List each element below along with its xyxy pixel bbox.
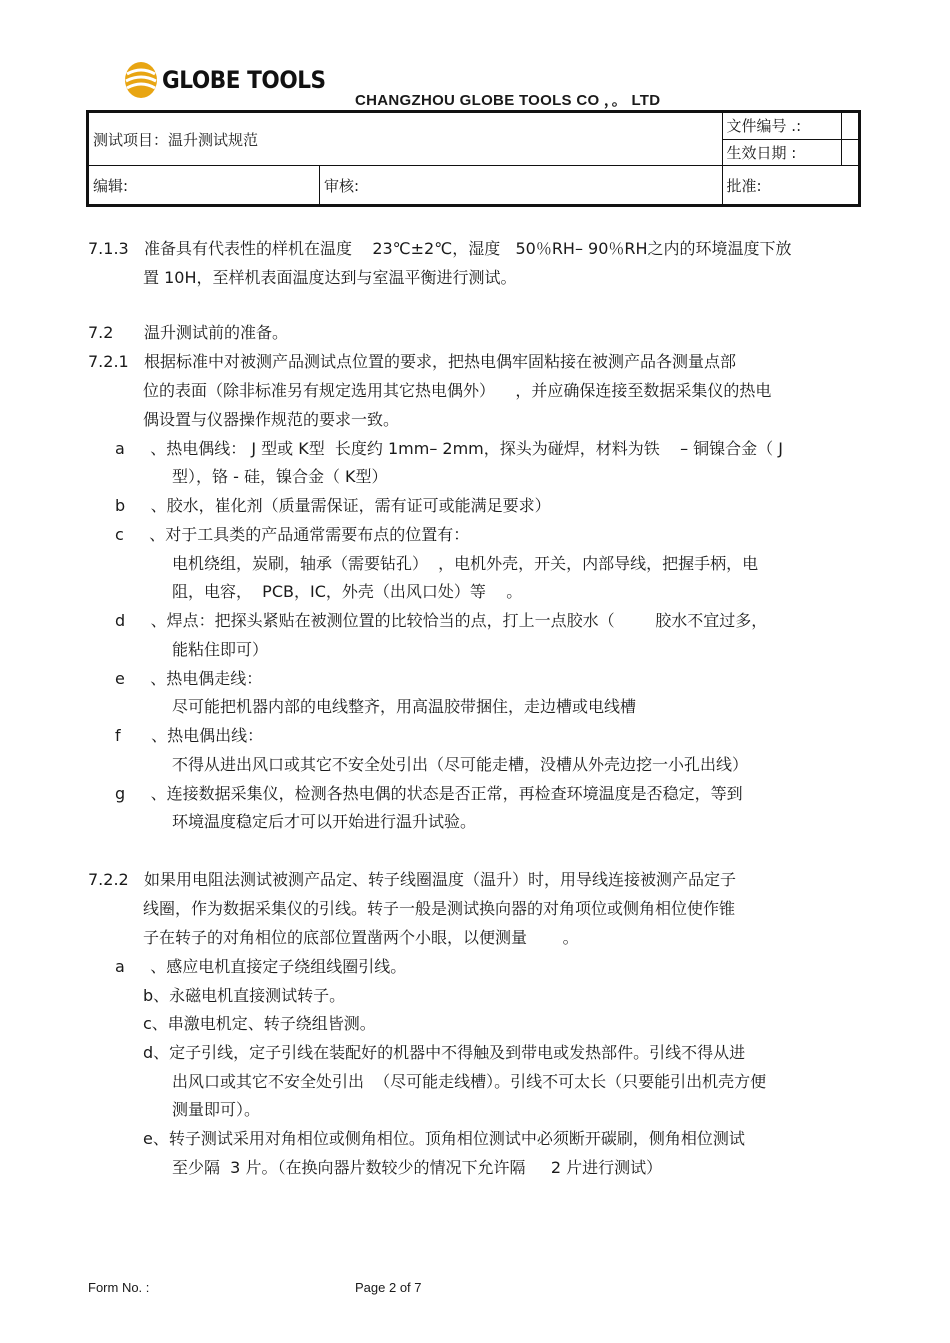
- effective-date-value: [841, 139, 859, 165]
- text-line: e 、热电偶走线：: [115, 669, 263, 688]
- document-header-table: [86, 110, 861, 207]
- approver-label: 批准:: [722, 166, 859, 206]
- text-line: 型），铬 - 硅，镍合金（ K型）: [172, 467, 388, 486]
- text-line: b、永磁电机直接测试转子。: [143, 986, 346, 1005]
- editor-label: 编辑:: [88, 166, 320, 206]
- text-line: e、转子测试采用对角相位或侧角相位。顶角相位测试中必须断开碳刷，侧角相位测试: [143, 1129, 745, 1148]
- globe-logo-icon: [124, 60, 160, 100]
- logo-wordmark: GLOBE TOOLS: [162, 66, 326, 94]
- text-line: a 、热电偶线： J 型或 K型 长度约 1mm– 2mm，探头为碰焊，材料为铁 – 铜镍合金（ J: [115, 439, 783, 458]
- text-line: 不得从进出风口或其它不安全处引出（尽可能走槽，没槽从外壳边挖一小孔出线）: [172, 755, 749, 774]
- text-line: 环境温度稳定后才可以开始进行温升试验。: [172, 812, 477, 831]
- text-line: 电机绕组，炭刷，轴承（需要钻孔） ，电机外壳，开关，内部导线，把握手柄，电: [172, 554, 759, 573]
- text-line: 测量即可）。: [172, 1100, 261, 1119]
- text-line: f 、热电偶出线：: [115, 726, 264, 745]
- doc-number-value: [841, 112, 859, 140]
- document-title: 测试项目：温升测试规范: [88, 112, 723, 166]
- form-number: Form No. :: [88, 1280, 150, 1295]
- doc-number-label: 文件编号 .:: [722, 112, 841, 140]
- text-line: 尽可能把机器内部的电线整齐，用高温胶带捆住，走边槽或电线槽: [172, 697, 637, 716]
- text-line: 至少隔 3 片。（在换向器片数较少的情况下允许隔 2 片进行测试）: [172, 1158, 663, 1177]
- text-line: d 、焊点：把探头紧贴在被测位置的比较恰当的点，打上一点胶水（ 胶水不宜过多，: [115, 611, 768, 630]
- text-line: 7.2.2 如果用电阻法测试被测产品定、转子线圈温度（温升）时，用导线连接被测产品定子: [88, 870, 736, 889]
- page-number: Page 2 of 7: [355, 1280, 422, 1295]
- text-line: c 、对于工具类的产品通常需要布点的位置有：: [115, 525, 470, 544]
- company-name: CHANGZHOU GLOBE TOOLS CO ，。 LTD: [355, 92, 661, 109]
- text-line: 位的表面（除非标准另有规定选用其它热电偶外） ，并应确保连接至数据采集仪的热电: [143, 381, 772, 400]
- text-line: c、串激电机定、转子绕组皆测。: [143, 1014, 376, 1033]
- reviewer-label: 审核:: [320, 166, 723, 206]
- text-line: 偶设置与仪器操作规范的要求一致。: [143, 410, 400, 429]
- text-line: 7.1.3 准备具有代表性的样机在温度 23℃±2℃，湿度 50％RH– 90％RH之内的环境温度下放: [88, 239, 792, 258]
- text-line: 线圈，作为数据采集仪的引线。转子一般是测试换向器的对角项位或侧角相位使作锥: [143, 899, 736, 918]
- text-line: 子在转子的对角相位的底部位置凿两个小眼，以便测量 。: [143, 928, 579, 947]
- text-line: 置 10H，至样机表面温度达到与室温平衡进行测试。: [143, 268, 517, 287]
- text-line: b 、胶水，崔化剂（质量需保证，需有证可或能满足要求）: [115, 496, 551, 515]
- text-line: 出风口或其它不安全处引出 （尽可能走线槽）。引线不可太长（只要能引出机壳方便: [172, 1072, 767, 1091]
- effective-date-label: 生效日期 :: [722, 139, 841, 165]
- text-line: g 、连接数据采集仪，检测各热电偶的状态是否正常，再检查环境温度是否稳定，等到: [115, 784, 743, 803]
- text-line: 能粘住即可）: [172, 640, 269, 659]
- text-line: 阻，电容， PCB，IC，外壳（出风口处）等 。: [172, 582, 523, 601]
- text-line: d、定子引线，定子引线在装配好的机器中不得触及到带电或发热部件。引线不得从进: [143, 1043, 746, 1062]
- company-logo: [124, 60, 326, 104]
- text-line: a 、感应电机直接定子绕组线圈引线。: [115, 957, 407, 976]
- text-line: 7.2.1 根据标准中对被测产品测试点位置的要求，把热电偶牢固粘接在被测产品各测量点部: [88, 352, 736, 371]
- text-line: 7.2 温升测试前的准备。: [88, 323, 288, 342]
